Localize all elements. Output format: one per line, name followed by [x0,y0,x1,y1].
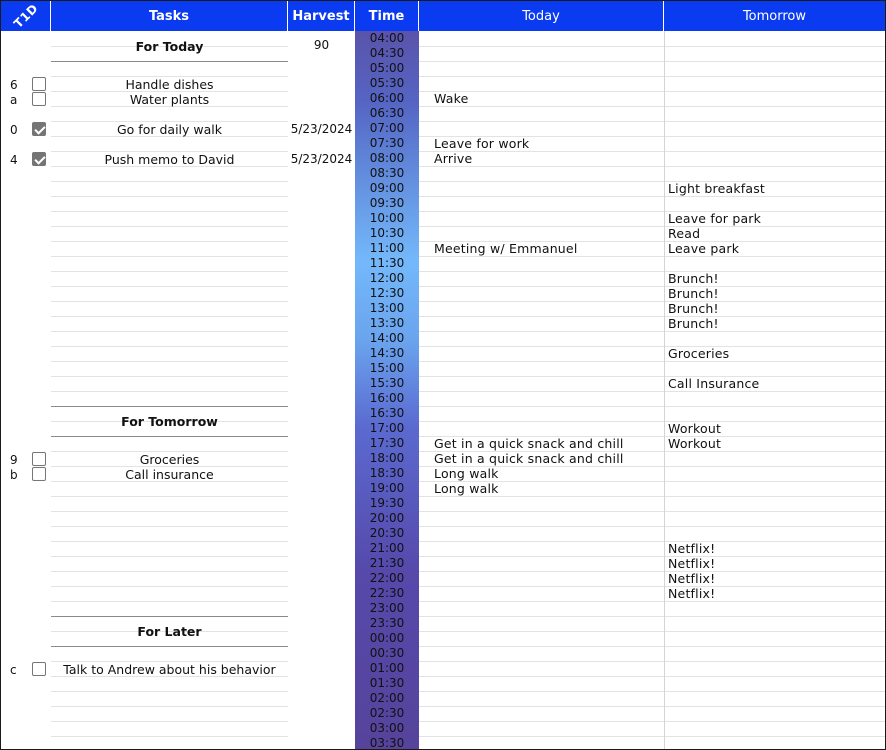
time-slot: 12:30 [369,286,405,300]
tomorrow-header[interactable]: Tomorrow [664,1,885,31]
tomorrow-event[interactable]: Workout [668,436,722,451]
task-code: 6 [10,78,18,92]
time-slot: 03:00 [369,721,405,735]
time-slot: 23:30 [369,616,405,630]
tomorrow-event[interactable]: Read [668,226,701,241]
task-label: Push memo to David [104,152,235,167]
task-code: c [10,663,17,677]
time-slot: 19:30 [369,496,405,510]
task-code: 4 [10,153,18,167]
today-event[interactable]: Long walk [434,466,499,481]
tomorrow-event[interactable]: Groceries [668,346,730,361]
time-slot: 04:00 [369,31,405,45]
time-slot: 10:00 [369,211,405,225]
task-label: Call insurance [125,467,214,482]
time-slot: 19:00 [369,481,405,495]
time-slot: 07:00 [369,121,405,135]
time-slot: 08:30 [369,166,405,180]
time-slot: 05:00 [369,61,405,75]
time-slot: 01:00 [369,661,405,675]
time-slot: 00:30 [369,646,405,660]
tomorrow-event[interactable]: Call Insurance [668,376,760,391]
column-divider [664,31,665,749]
time-slot: 17:30 [369,436,405,450]
time-slot: 00:00 [369,631,405,645]
time-slot: 10:30 [369,226,405,240]
time-slot: 15:30 [369,376,405,390]
today-event[interactable]: Long walk [434,481,499,496]
task-code: 0 [10,123,18,137]
time-slot: 17:00 [369,421,405,435]
task-checkbox[interactable] [32,122,46,136]
tomorrow-event[interactable]: Netflix! [668,541,716,556]
time-slot: 16:00 [369,391,405,405]
task-checkbox[interactable] [32,452,46,466]
tomorrow-event[interactable]: Leave park [668,241,740,256]
task-checkbox[interactable] [32,467,46,481]
time-slot: 11:30 [369,256,405,270]
time-slot: 16:30 [369,406,405,420]
task-label: Talk to Andrew about his behavior [63,662,276,677]
task-label: Water plants [129,92,210,107]
time-slot: 21:00 [369,541,405,555]
time-slot: 06:00 [369,91,405,105]
time-slot: 11:00 [369,241,405,255]
tomorrow-event[interactable]: Netflix! [668,556,716,571]
time-slot: 15:00 [369,361,405,375]
section-title: For Today [135,39,204,54]
time-slot: 09:30 [369,196,405,210]
time-slot: 20:30 [369,526,405,540]
today-header[interactable]: Today [419,1,664,31]
time-slot: 02:30 [369,706,405,720]
time-slot: 22:30 [369,586,405,600]
task-harvest-date: 5/23/2024 [290,152,353,166]
task-code: 9 [10,453,18,467]
task-code: b [10,468,18,482]
today-event[interactable]: Wake [434,91,469,106]
task-checkbox[interactable] [32,92,46,106]
time-slot: 18:30 [369,466,405,480]
task-harvest-date: 5/23/2024 [290,122,353,136]
time-slot: 07:30 [369,136,405,150]
tomorrow-event[interactable]: Brunch! [668,286,719,301]
time-slot: 20:00 [369,511,405,525]
today-event[interactable]: Meeting w/ Emmanuel [434,241,578,256]
time-slot: 09:00 [369,181,405,195]
today-event[interactable]: Get in a quick snack and chill [434,451,624,466]
task-checkbox[interactable] [32,662,46,676]
today-event[interactable]: Arrive [434,151,473,166]
time-slot: 21:30 [369,556,405,570]
time-slot: 04:30 [369,46,405,60]
tomorrow-event[interactable]: Workout [668,421,722,436]
time-slot: 14:00 [369,331,405,345]
harvest-header[interactable]: Harvest [288,1,355,31]
tomorrow-event[interactable]: Netflix! [668,571,716,586]
tomorrow-event[interactable]: Brunch! [668,301,719,316]
tomorrow-event[interactable]: Brunch! [668,316,719,331]
task-code: a [10,93,18,107]
t1d-logo [1,1,51,31]
time-slot: 06:30 [369,106,405,120]
time-slot: 23:00 [369,601,405,615]
time-slot: 12:00 [369,271,405,285]
time-slot: 22:00 [369,571,405,585]
time-slot: 05:30 [369,76,405,90]
task-checkbox[interactable] [32,77,46,91]
tomorrow-event[interactable]: Brunch! [668,271,719,286]
time-header[interactable]: Time [355,1,419,31]
today-event[interactable]: Leave for work [434,136,530,151]
tomorrow-event[interactable]: Leave for park [668,211,762,226]
tasks-header[interactable]: Tasks [51,1,288,31]
today-event[interactable]: Get in a quick snack and chill [434,436,624,451]
logo-text: T1D [10,1,41,31]
time-slot: 08:00 [369,151,405,165]
section-title: For Tomorrow [121,414,218,429]
section-title: For Later [137,624,202,639]
task-checkbox[interactable] [32,152,46,166]
time-slot: 03:30 [369,736,405,750]
tomorrow-event[interactable]: Light breakfast [668,181,766,196]
task-label: Go for daily walk [117,122,222,137]
time-slot: 13:30 [369,316,405,330]
time-slot: 01:30 [369,676,405,690]
time-slot: 18:00 [369,451,405,465]
tomorrow-event[interactable]: Netflix! [668,586,716,601]
section-harvest-total: 90 [313,38,330,52]
time-slot: 14:30 [369,346,405,360]
time-slot: 13:00 [369,301,405,315]
task-label: Groceries [139,452,200,467]
time-slot: 02:00 [369,691,405,705]
task-label: Handle dishes [125,77,214,92]
